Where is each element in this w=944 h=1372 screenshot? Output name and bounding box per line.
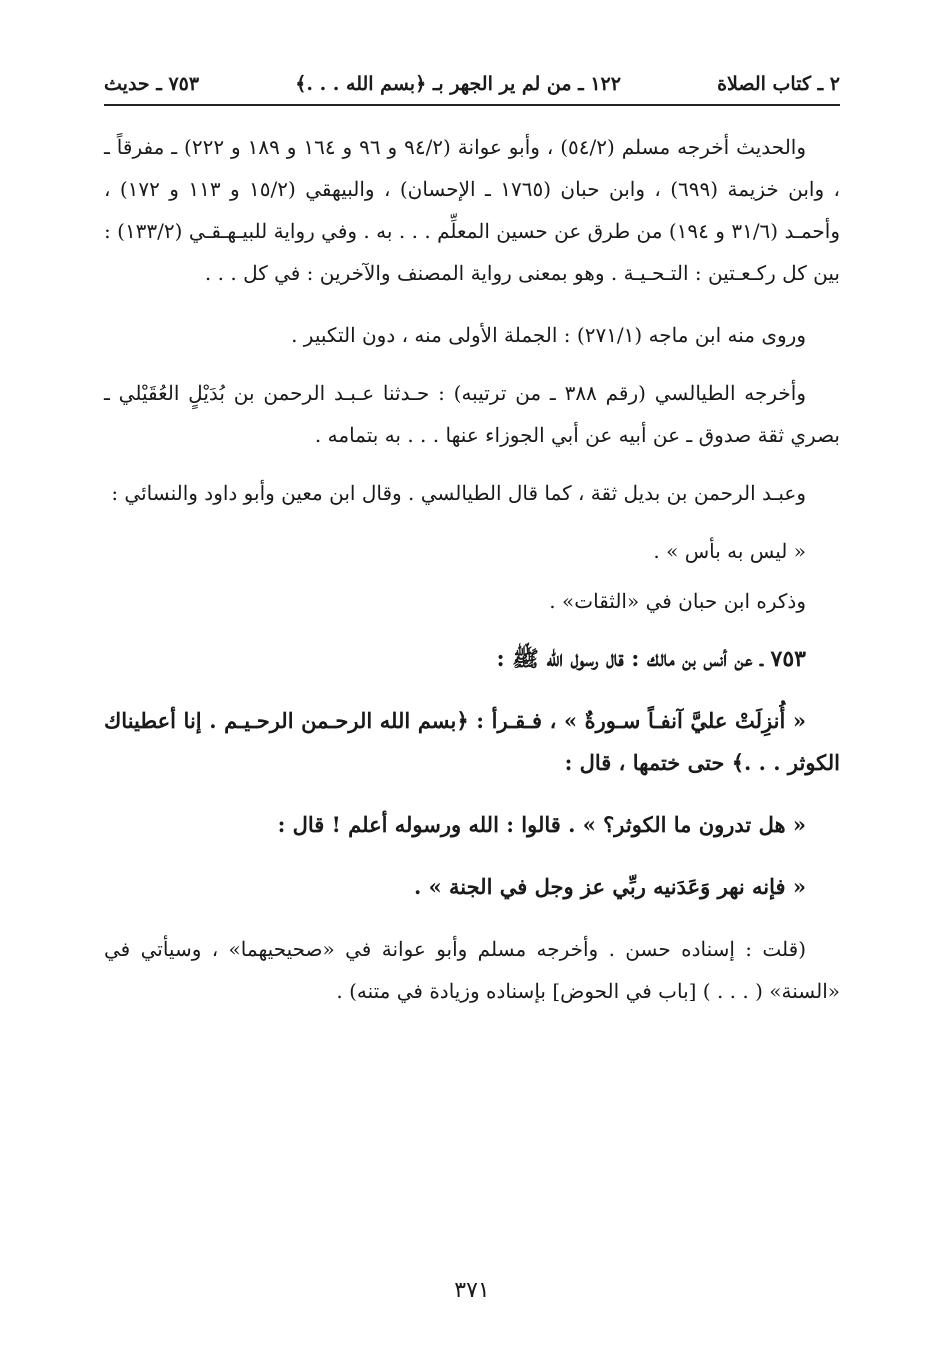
page-body [104,126,840,1032]
paragraph-takhrij: والحديث أخرجه مسلم (٥٤/٢) ، وأبو عوانة (٩٤/٢ و ٩٦ و ١٦٤ و ١٨٩ و ٢٢٢) ـ مفرقاً ـ ، وابن خزيمة (٦٩٩) ، وابن حبان (١٧٦٥ ـ الإحسان) ، والبيهقي (١٥/٢ و ١١٣ و ١٧٢) ، وأحمـد (٣١/٦ و ١٩٤) من طرق عن حسين المعلِّم . . . به . وفي رواية للبيـهـقـي (١٣٣/٢) : بين كل ركـعـتين : التـحـيـة . وهو بمعنى رواية المصنف والآخرين : في كل . . . [104,135,840,285]
paragraph-tayalisi: وأخرجه الطيالسي (رقم ٣٨٨ ـ من ترتيبه) : حـدثنا عـبـد الرحمن بن بُدَيْلٍ العُقَيْلي ـ بصري ثقة صدوق ـ عن أبيه عن أبي الجوزاء عنها . . . به بتمامه . [104,381,840,447]
paragraph-narrator-grading: وعبـد الرحمن بن بديل ثقة ، كما قال الطيالسي . وقال ابن معين وأبو داود والنسائي : [111,481,806,505]
paragraph-author-note: (قلت : إسناده حسن . وأخرجه مسلم وأبو عوانة في «صحيحيهما» ، وسيأتي في «السنة» ( . . . ) [باب في الحوض] بإسناده وزيادة في متنه) . [104,937,840,1003]
header-section: ١٢٢ ـ من لم ير الجهر بـ ﴿بسم الله . . .﴾ [295,73,621,95]
header-divider [104,104,840,106]
hadith-753-question: « هل تدرون ما الكوثر؟ » . قالوا : الله ورسوله أعلم ! قال : [277,812,806,837]
book-page [104,0,840,1372]
hadith-753-heading: ٧٥٣ ـ عن أنس بن مالك : قال رسول الله ﷺ : [496,646,806,672]
paragraph-quote-no-harm: « ليس به بأس » . [653,539,806,563]
header-chapter: ٢ ـ كتاب الصلاة [717,73,840,95]
hadith-753-text: « أُنزِلَتْ عليَّ آنفـاً سـورةٌ » ، فـقـرأ : ﴿بسم الله الرحـمن الرحـيـم . إنا أعطيناك الكوثر . . .﴾ حتى ختمها ، قال : [104,708,840,775]
page-number: ٣٧١ [454,1278,490,1303]
running-header [104,66,840,102]
paragraph-ibn-hibban: وذكره ابن حبان في «الثقات» . [549,589,806,613]
paragraph-ibn-majah: وروى منه ابن ماجه (٢٧١/١) : الجملة الأولى منه ، دون التكبير . [291,323,806,347]
header-hadith-ref: ٧٥٣ ـ حديث [104,73,200,95]
hadith-753-answer: « فإنه نهر وَعَدَنيه ربِّي عز وجل في الجنة » . [413,874,806,899]
